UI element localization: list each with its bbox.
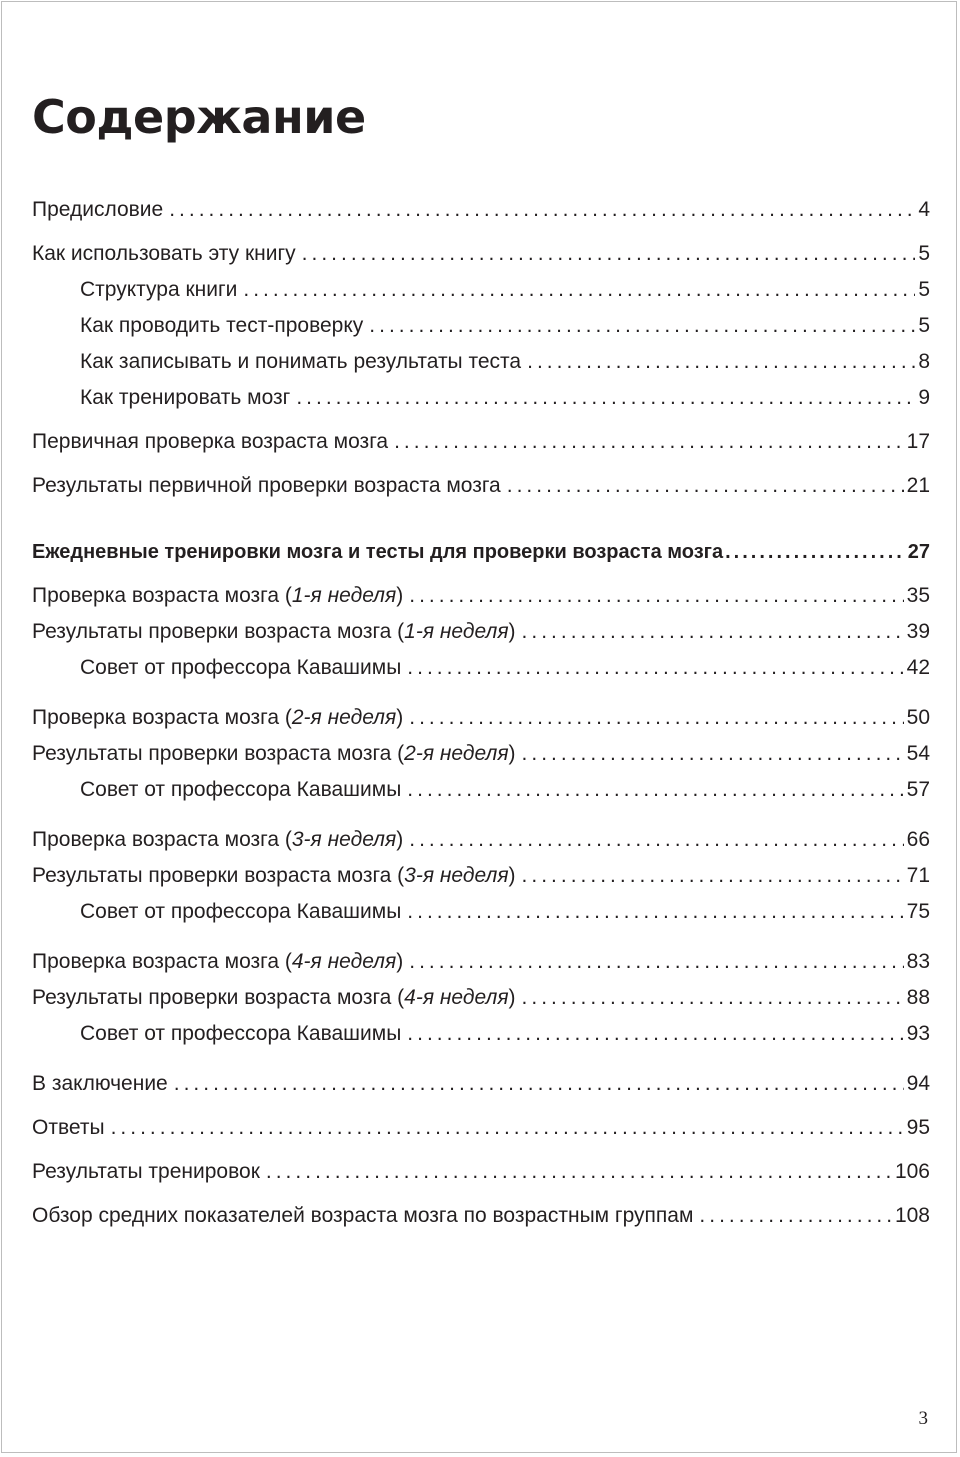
toc-entry[interactable]: Проверка возраста мозга (3-я неделя) ..... 66 [32,822,930,858]
table-of-contents [32,192,930,1234]
page-number: 5 [918,278,930,301]
toc-entry[interactable]: Первичная проверка возраста мозга ..... 17 [32,424,930,460]
page-number: 108 [894,1204,930,1227]
page-number: 5 [918,242,930,265]
page-number: 54 [906,742,930,765]
folio-page-number: 3 [918,1408,928,1429]
page-number: 71 [906,864,930,887]
toc-entry[interactable]: Результаты проверки возраста мозга (2-я неделя) ..... 54 [32,736,930,772]
toc-entry[interactable]: В заключение ..... 94 [32,1066,930,1102]
page-number: 66 [906,828,930,851]
toc-subentry[interactable]: Как записывать и понимать результаты теста ..... 8 [32,344,930,380]
toc-entry[interactable]: Проверка возраста мозга (4-я неделя) ..... 83 [32,944,930,980]
toc-entry[interactable]: Предисловие ..... 4 [32,192,930,228]
toc-subentry[interactable]: Совет от профессора Кавашимы ..... 57 [32,772,930,808]
page-number: 42 [906,656,930,679]
page-number: 5 [918,314,930,337]
page-number: 9 [918,386,930,409]
toc-subentry[interactable]: Совет от профессора Кавашимы ..... 75 [32,894,930,930]
page-number: 106 [894,1160,930,1183]
toc-subentry[interactable]: Совет от профессора Кавашимы ..... 93 [32,1016,930,1052]
toc-entry[interactable]: Результаты тренировок ..... 106 [32,1154,930,1190]
toc-subentry[interactable]: Как тренировать мозг ..... 9 [32,380,930,416]
page-number: 35 [906,584,930,607]
toc-entry[interactable]: Как использовать эту книгу ..... 5 [32,236,930,272]
page-number: 83 [906,950,930,973]
toc-subentry[interactable]: Совет от профессора Кавашимы ..... 42 [32,650,930,686]
page-number: 88 [906,986,930,1009]
page-number: 93 [906,1022,930,1045]
page-number: 50 [906,706,930,729]
page-number: 75 [906,900,930,923]
toc-subentry[interactable]: Структура книги ..... 5 [32,272,930,308]
page-number: 4 [918,198,930,221]
page-number: 17 [906,430,930,453]
page-title: Содержание [32,90,366,144]
page-number: 57 [906,778,930,801]
page-number: 8 [918,350,930,373]
toc-entry[interactable]: Обзор средних показателей возраста мозга по возрастным группам ..... 108 [32,1198,930,1234]
book-page [1,1,957,1453]
toc-entry[interactable]: Результаты проверки возраста мозга (1-я неделя) ..... 39 [32,614,930,650]
toc-entry[interactable]: Результаты первичной проверки возраста мозга ..... 21 [32,468,930,504]
toc-entry[interactable]: Результаты проверки возраста мозга (3-я неделя) ..... 71 [32,858,930,894]
toc-entry[interactable]: Ответы ..... 95 [32,1110,930,1146]
page-number: 27 [907,541,930,563]
page-number: 21 [906,474,930,497]
page-number: 94 [906,1072,930,1095]
toc-entry[interactable]: Проверка возраста мозга (1-я неделя) ..... 35 [32,578,930,614]
toc-subentry[interactable]: Как проводить тест-проверку ..... 5 [32,308,930,344]
toc-entry[interactable]: Результаты проверки возраста мозга (4-я неделя) ..... 88 [32,980,930,1016]
toc-entry[interactable]: Проверка возраста мозга (2-я неделя) ..... 50 [32,700,930,736]
page-number: 95 [906,1116,930,1139]
toc-section-heading[interactable]: Ежедневные тренировки мозга и тесты для проверки возраста мозга ..... 27 [32,534,930,570]
page-number: 39 [906,620,930,643]
